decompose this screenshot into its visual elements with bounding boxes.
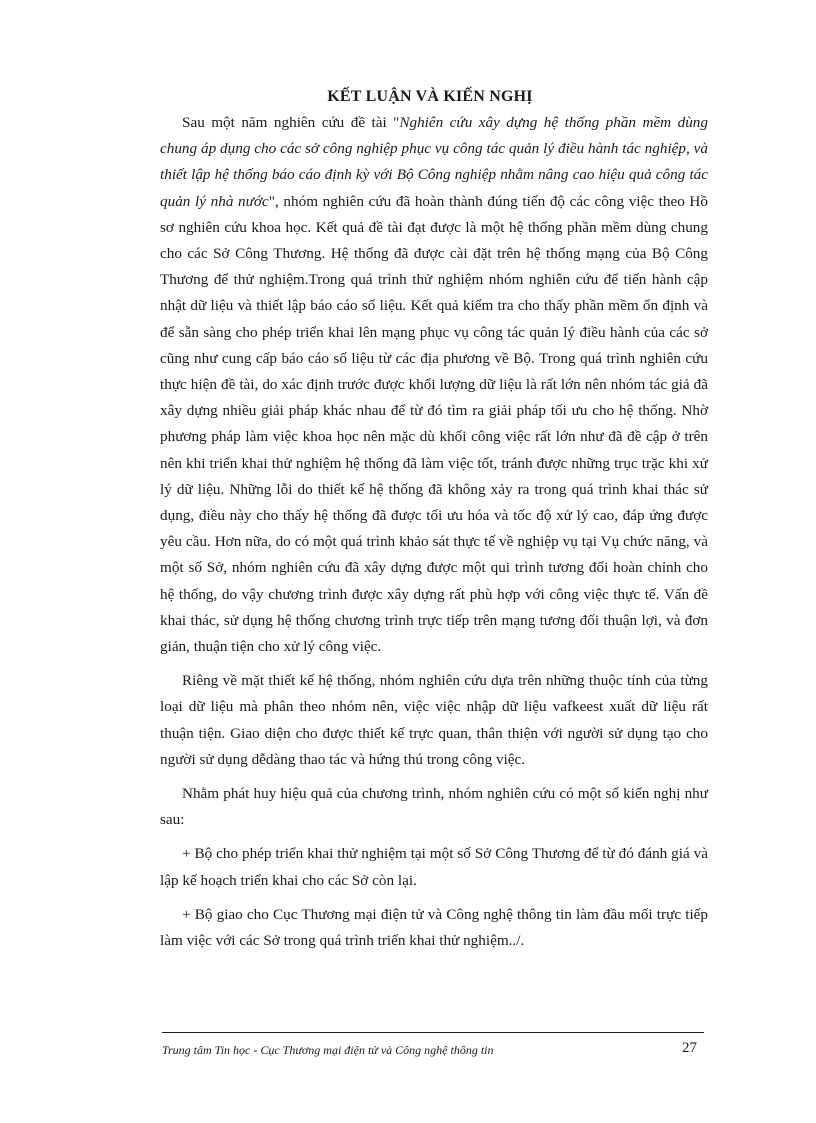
footer-text: Trung tâm Tin học - Cục Thương mại điện tử và Công nghệ thông tin <box>162 1043 494 1057</box>
paragraph-2: Riêng về mặt thiết kế hệ thống, nhóm nghiên cứu dựa trên những thuộc tính của từng loại dữ liệu mà phân theo nhóm nên, việc việc nhập dữ liệu vafkeest xuất dữ liệu rất thuận tiện. Giao diện cho được thiết kế trực quan, thân thiện với người sử dụng tạo cho người sử dụng dễdàng thao tác và hứng thú trong công việc. <box>160 672 708 768</box>
document-body <box>160 110 708 962</box>
page-number: 27 <box>682 1040 697 1056</box>
project-title-italic: Nghiên cứu xây dựng hệ thống phần mềm dùng chung áp dụng cho các sở công nghiệp phục vụ công tác quản lý điều hành tác nghiệp, và thiết lập hệ thống báo cáo định kỳ với Bộ Công nghiệp nhằm nâng cao hiệu quả công tác quản lý nhà nước <box>160 114 708 210</box>
page-title: KẾT LUẬN VÀ KIẾN NGHỊ <box>327 88 533 105</box>
paragraph-1-lead: Sau một năm nghiên cứu đề tài " <box>182 114 400 131</box>
recommendation-1: + Bộ cho phép triển khai thử nghiệm tại một số Sở Công Thương để từ đó đánh giá và lập kế hoạch triển khai cho các Sở còn lại. <box>160 845 708 889</box>
paragraph-1 <box>160 110 708 660</box>
footer-divider <box>162 1032 704 1033</box>
recommendation-2: + Bộ giao cho Cục Thương mại điện tử và Công nghệ thông tin làm đầu mối trực tiếp làm việc với các Sở trong quá trình triển khai thử nghiệm../. <box>160 905 708 950</box>
paragraph-1-text: ", nhóm nghiên cứu đã hoàn thành đúng tiến độ các công việc theo Hồ sơ nghiên cứu khoa học. Kết quả đề tài đạt được là một hệ thống phần mềm dùng chung cho các Sở Công Thương. Hệ thống đã được cài đặt trên hệ thống mạng của Bộ Công Thương để thử nghiệm.Trong quá trình thử nghiệm nhóm nghiên cứu để tiến hành cập nhật dữ liệu và thiết lập báo cáo số liệu. Kết quả kiểm tra cho thấy phần mềm ổn định và để sẵn sàng cho phép triển khai lên mạng phục vụ công tác quản lý điều hành của các sở cũng như cung cấp báo cáo số liệu từ các địa phương về Bộ. Trong quá trình nghiên cứu thực hiện đề tài, do xác định trước được khối lượng dữ liệu là rất lớn nên nhóm tác giả đã xây dựng nhiều giải pháp khác nhau để từ đó tìm ra giải pháp tối ưu cho hệ thống. Nhờ phương pháp làm việc khoa học nên mặc dù khối công việc rất lớn như đã đề cập ở trên nên khi triển khai thử nghiệm hệ thống đã làm việc tốt, tránh được những trục trặc khi xử lý dữ liệu. Những lỗi do thiết kế hệ thống đã không xảy ra trong quá trình khai thác sử dụng, điều này cho thấy hệ thống đã được tối ưu hóa và tốc độ xử lý cao, đáp ứng được yêu cầu. Hơn nữa, do có một quá trình khảo sát thực tế về nghiệp vụ tại Vụ chức năng, và một số Sở, nhóm nghiên cứu đã xây dựng được một qui trình tương đối hoàn chỉnh cho hệ thống, do vậy chương trình được xây dựng rất phù hợp với công việc thực tế. Vấn đề khai thác, sử dụng hệ thống chương trình trực tiếp trên mạng tương đối thuận lợi, và đơn giản, thuận tiện cho xử lý công việc. <box>160 192 708 656</box>
paragraph-3: Nhằm phát huy hiệu quả của chương trình, nhóm nghiên cứu có một số kiến nghị như sau: <box>160 785 708 829</box>
